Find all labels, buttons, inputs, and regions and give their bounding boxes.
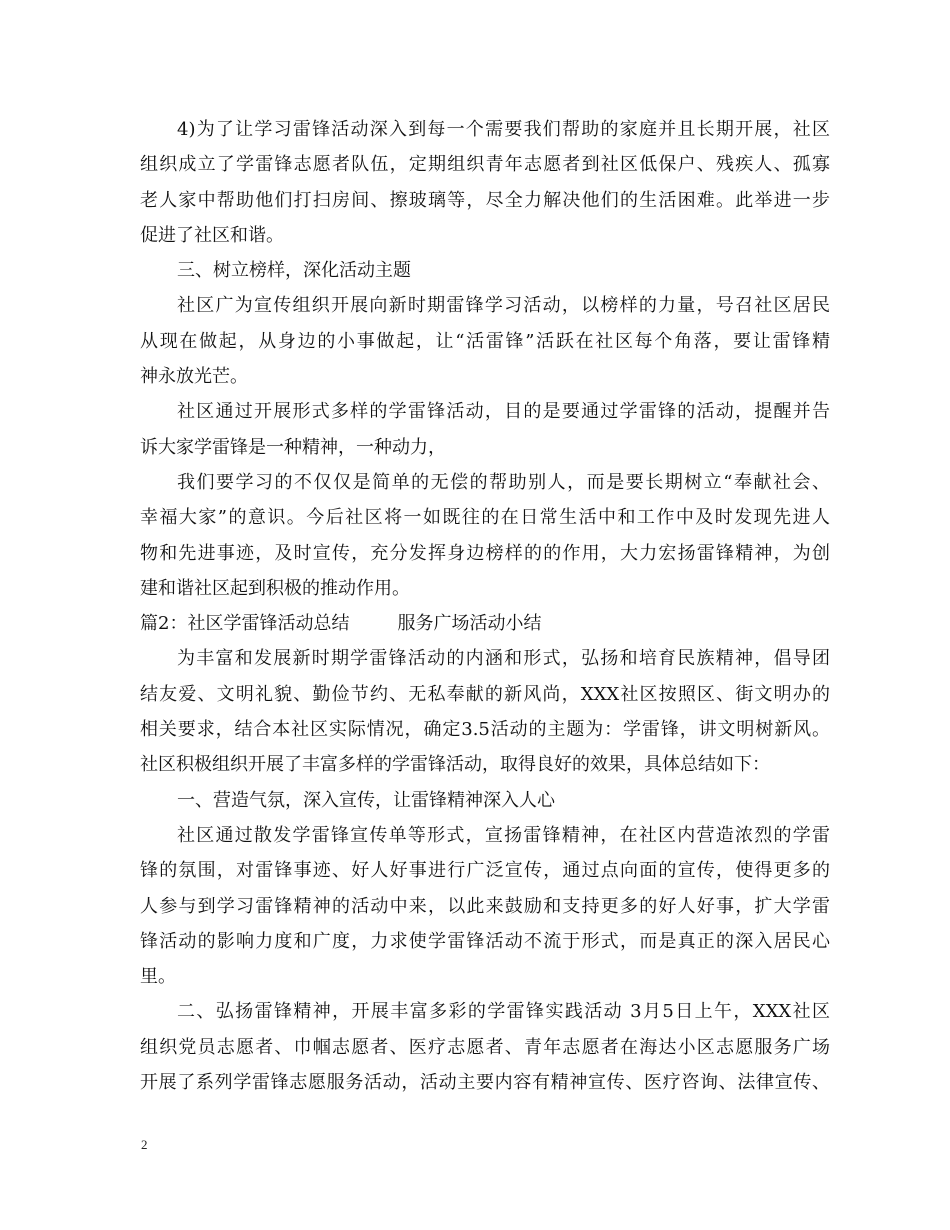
document-body: [140, 112, 830, 1100]
paragraph-line: 结友爱、文明礼貌、勤俭节约、无私奉献的新风尚，XXX社区按照区、街文明办的: [140, 683, 830, 705]
paragraph-line: 里。: [140, 966, 176, 988]
paragraph-line: 二、弘扬雷锋精神，开展丰富多彩的学雷锋实践活动 3月5日上午，XXX社区: [177, 1001, 830, 1023]
paragraph-line: 社区通过开展形式多样的学雷锋活动，目的是要通过学雷锋的活动，提醒并告: [177, 401, 830, 423]
page-number: 2: [141, 1137, 148, 1152]
section-heading: 三、树立榜样，深化活动主题: [177, 260, 411, 282]
paragraph-line: 老人家中帮助他们打扫房间、擦玻璃等，尽全力解决他们的生活困难。此举进一步: [140, 189, 830, 211]
paragraph-line: 社区广为宣传组织开展向新时期雷锋学习活动，以榜样的力量，号召社区居民: [177, 295, 830, 317]
article-heading-subtitle: 服务广场活动小结: [397, 613, 542, 635]
paragraph-line: 诉大家学雷锋是一种精神，一种动力，: [140, 436, 446, 458]
paragraph-line: 为丰富和发展新时期学雷锋活动的内涵和形式，弘扬和培育民族精神，倡导团: [177, 648, 830, 670]
paragraph-line: 组织党员志愿者、巾帼志愿者、医疗志愿者、青年志愿者在海达小区志愿服务广场: [140, 1036, 830, 1058]
paragraph-line: 神永放光芒。: [140, 366, 248, 388]
paragraph-line: 锋的氛围，对雷锋事迹、好人好事进行广泛宣传，通过点向面的宣传，使得更多的: [140, 860, 830, 882]
paragraph-line: 促进了社区和谐。: [140, 224, 284, 246]
paragraph-line: 4)为了让学习雷锋活动深入到每一个需要我们帮助的家庭并且长期开展，社区: [177, 119, 830, 140]
paragraph-line: 我们要学习的不仅仅是简单的无偿的帮助别人，而是要长期树立“奉献社会、: [177, 471, 830, 493]
paragraph-line: 社区积极组织开展了丰富多样的学雷锋活动，取得良好的效果，具体总结如下：: [140, 754, 770, 776]
paragraph-line: 锋活动的影响力度和广度，力求使学雷锋活动不流于形式，而是真正的深入居民心: [140, 930, 830, 952]
article-heading: [140, 606, 830, 641]
paragraph-line: 开展了系列学雷锋志愿服务活动，活动主要内容有精神宣传、医疗咨询、法律宣传、: [140, 1072, 830, 1094]
paragraph-line: 建和谐社区起到积极的推动作用。: [140, 577, 410, 599]
article-heading-title: 篇2：社区学雷锋活动总结: [140, 613, 350, 635]
paragraph-line: 组织成立了学雷锋志愿者队伍，定期组织青年志愿者到社区低保户、残疾人、孤寡: [140, 154, 830, 176]
paragraph-line: 社区通过散发学雷锋宣传单等形式，宣扬雷锋精神，在社区内营造浓烈的学雷: [177, 824, 830, 846]
paragraph-line: 人参与到学习雷锋精神的活动中来，以此来鼓励和支持更多的好人好事，扩大学雷: [140, 895, 830, 917]
paragraph-line: 从现在做起，从身边的小事做起，让“活雷锋”活跃在社区每个角落，要让雷锋精: [140, 330, 830, 352]
paragraph-line: 幸福大家”的意识。今后社区将一如既往的在日常生活中和工作中及时发现先进人: [140, 507, 830, 529]
paragraph-line: 相关要求，结合本社区实际情况，确定3.5活动的主题为：学雷锋，讲文明树新风。: [140, 719, 830, 741]
paragraph-line: 物和先进事迹，及时宣传，充分发挥身边榜样的的作用，大力宏扬雷锋精神，为创: [140, 542, 830, 564]
section-heading: 一、营造气氛，深入宣传，让雷锋精神深入人心: [177, 789, 555, 811]
